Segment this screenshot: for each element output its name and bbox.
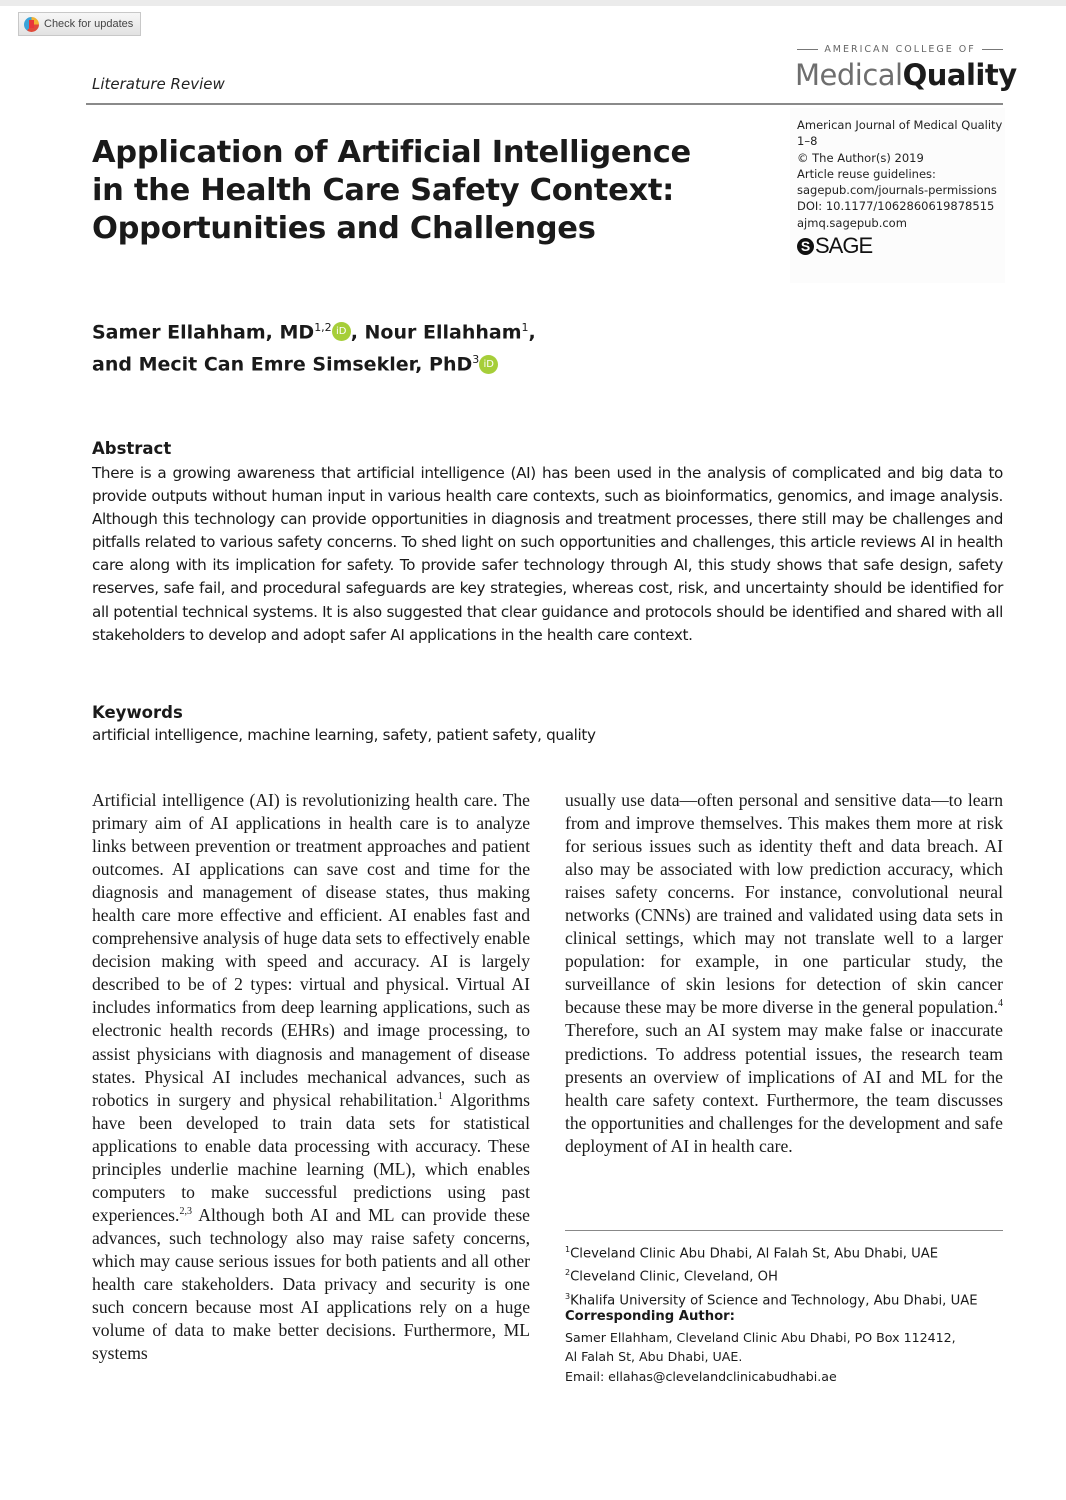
check-for-updates-label: Check for updates <box>44 18 134 30</box>
corresponding-author-heading: Corresponding Author: <box>565 1309 735 1324</box>
body-text: usually use data—often personal and sensitive data—to learn from and improve themselves. This makes them more at risk for serious issues such as identity theft and data breach. AI also may be associated with low prediction accuracy, which raises safety concerns. For instance, convolutional neural networks (CNNs) are trained and validated using data sets in clinical settings, which may not translate well to a larger population: for example, in one particular study, the surveillance of skin lesions for detection of skin cancer because these may be more diverse in the general population. <box>565 790 1003 1018</box>
corresponding-address-line: Al Falah St, Abu Dhabi, UAE. <box>565 1349 743 1365</box>
affiliations <box>565 1240 978 1310</box>
reuse-label: Article reuse guidelines: <box>797 166 936 181</box>
crossmark-icon <box>24 17 39 32</box>
permissions-link[interactable]: sagepub.com/journals-permissions <box>797 183 997 198</box>
author-name: Nour Ellahham <box>364 321 522 344</box>
orcid-icon[interactable]: iD <box>479 355 498 374</box>
logo-word-medical: Medical <box>795 58 903 92</box>
affiliation-number: 1 <box>565 1245 571 1254</box>
sage-logo <box>797 233 872 259</box>
page-range: 1–8 <box>797 134 818 149</box>
logo-dash-right <box>982 49 1003 50</box>
orcid-icon[interactable]: iD <box>332 322 351 341</box>
author-affiliation-ref: 3 <box>472 353 480 367</box>
corresponding-author-details <box>565 1328 956 1386</box>
author-affiliation-ref: 1,2 <box>314 321 332 334</box>
affiliation-item <box>565 1287 978 1310</box>
affiliation-text: Cleveland Clinic, Cleveland, OH <box>570 1269 778 1285</box>
section-label: Literature Review <box>92 75 225 93</box>
publisher-logo <box>795 58 1017 92</box>
abstract-text: There is a growing awareness that artificial intelligence (AI) has been used in the analysis of complicated and big data to provide outputs without human input in various health care contexts, such as bioinformatics, genomics, and image analysis. Although this technology can provide opportunities in diagnosis and treatment processes, there still may be challenges and pitfalls related to various safety concerns. To shed light on such opportunities and challenges, this article reviews AI in health care along with its implication for safety. To provide safer technology through AI, this study shows that safe design, safety reserves, safe fail, and procedural safeguards are key strategies, whereas cost, risk, and uncertainty should be identified for all potential technical systems. It is also suggested that clear guidance and protocols should be identified and shared with all stakeholders to develop and adopt safer AI applications in the health care context. <box>92 464 1003 644</box>
header-divider <box>86 103 1003 105</box>
citation-ref[interactable]: 1 <box>437 1090 443 1102</box>
journal-site-link[interactable]: ajmq.sagepub.com <box>797 215 907 230</box>
logo-dash-left <box>797 49 818 50</box>
keywords-text: artificial intelligence, machine learning, safety, patient safety, quality <box>92 726 596 744</box>
affiliation-item <box>565 1240 978 1263</box>
keywords-heading: Keywords <box>92 703 183 722</box>
publisher-logo-tagline <box>797 44 1003 55</box>
logo-word-quality: Quality <box>902 58 1017 92</box>
affiliation-number: 2 <box>565 1268 571 1278</box>
affiliation-item <box>565 1263 978 1286</box>
doi[interactable]: DOI: 10.1177/1062860619878515 <box>797 199 995 214</box>
logo-top-line: AMERICAN COLLEGE OF <box>824 44 976 55</box>
article-title: Application of Artificial Intelligence in the Health Care Safety Context: Opportunities and Challenges <box>92 135 691 246</box>
body-text: Algorithms have been developed to train data sets for statistical applications to enable data processing with accuracy. These principles underlie machine learning (ML), which enables computers to make successful predictions using past experiences. <box>92 1089 530 1225</box>
abstract-heading: Abstract <box>92 439 172 458</box>
author-separator: , <box>350 321 365 344</box>
body-text: Therefore, such an AI system may make false or inaccurate predictions. To address potential issues, the research team presents an overview of implications of AI and ML for the health care safety context. Furthermore, the team discusses the opportunities and challenges for the development and safe deployment of AI in health care. <box>565 1020 1003 1156</box>
viewer-top-bar <box>0 0 1066 6</box>
affiliation-number: 3 <box>565 1291 571 1301</box>
corresponding-email[interactable]: Email: ellahas@clevelandclinicabudhabi.ae <box>565 1368 837 1384</box>
citation-ref[interactable]: 4 <box>998 998 1003 1010</box>
author-separator: , <box>528 321 536 344</box>
citation-ref[interactable]: 2,3 <box>179 1205 192 1217</box>
sage-s-icon: S <box>797 238 814 255</box>
author-affiliation-ref: 1 <box>521 321 529 334</box>
footnote-divider <box>565 1230 1003 1231</box>
body-column-left <box>92 789 530 1365</box>
author-name: Samer Ellahham, MD <box>92 321 315 344</box>
journal-name: American Journal of Medical Quality <box>797 118 1003 132</box>
journal-meta <box>797 117 1002 231</box>
affiliation-text: Cleveland Clinic Abu Dhabi, Al Falah St, Abu Dhabi, UAE <box>570 1246 939 1262</box>
body-text: Artificial intelligence (AI) is revolutionizing health care. The primary aim of AI applications in health care is to analyze links between prevention or treatment approaches and patient outcomes. AI applications can save cost and time for the diagnosis and management of disease states, thus making health care more effective and efficient. AI enables fast and comprehensive analysis of huge data sets to effectively enable decision making with speed and accuracy. AI is largely described to be of 2 types: virtual and physical. Virtual AI includes informatics from deep learning applications, such as electronic health records (EHRs) and image processing, to assist physicians with diagnosis and management of disease states. Physical AI includes mechanical advances, such as robotics in surgery and physical rehabilitation. <box>92 790 530 1110</box>
author-name: and Mecit Can Emre Simsekler, PhD <box>92 353 473 376</box>
sage-text: SAGE <box>815 233 873 258</box>
body-text: Although both AI and ML can provide these advances, such technology also may raise safety concerns, which may cause serious issues for both patients and all other health care stakeholders. Data privacy and security is one such concern because most AI applications rely on a huge volume of data to make better decisions. Furthermore, ML systems <box>92 1204 530 1364</box>
author-list <box>92 314 536 379</box>
affiliation-text: Khalifa University of Science and Technology, Abu Dhabi, UAE <box>570 1293 978 1309</box>
copyright: © The Author(s) 2019 <box>797 150 924 165</box>
corresponding-address-line: Samer Ellahham, Cleveland Clinic Abu Dhabi, PO Box 112412, <box>565 1330 956 1345</box>
body-column-right <box>565 789 1003 1158</box>
check-for-updates-button[interactable] <box>18 12 141 36</box>
